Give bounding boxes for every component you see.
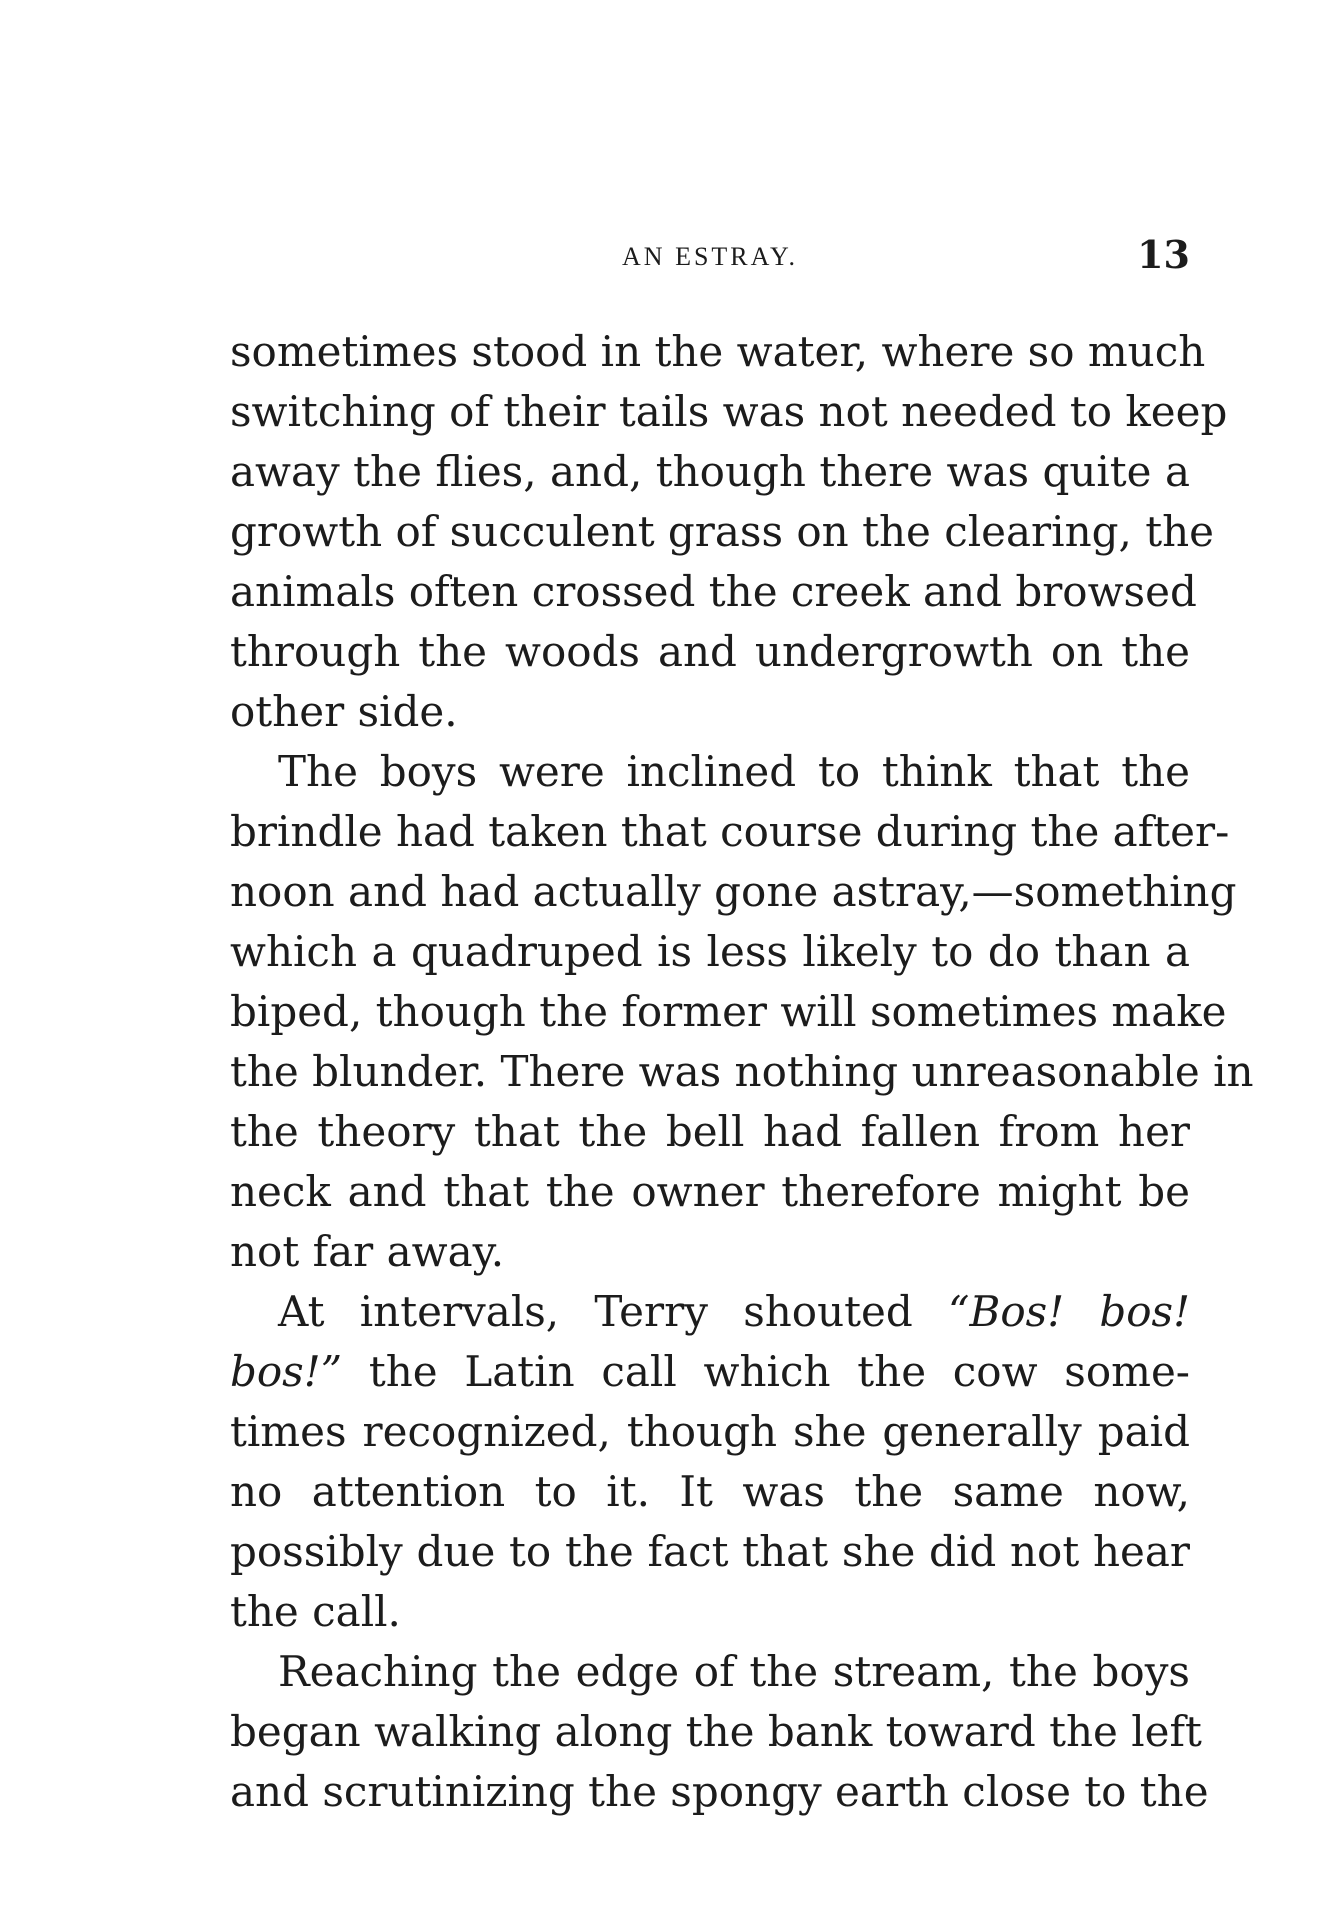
text-run: At intervals, Terry shouted — [278, 1287, 949, 1336]
paragraph — [230, 742, 1254, 1282]
text-line — [230, 1282, 1190, 1342]
paragraph — [230, 322, 1228, 742]
text-line: biped, though the former will sometimes make — [230, 987, 1227, 1036]
text-line: through the woods and undergrowth on the — [230, 627, 1190, 676]
text-line: Reaching the edge of the stream, the boys — [278, 1647, 1190, 1696]
text-line: brindle had taken that course during the after- — [230, 807, 1230, 856]
text-line: neck and that the owner therefore might be — [230, 1167, 1190, 1216]
text-line: and scrutinizing the spongy earth close to the — [230, 1767, 1209, 1816]
italic-call: “Bos! bos! — [948, 1287, 1190, 1336]
text-line: the theory that the bell had fallen from her — [230, 1107, 1190, 1156]
running-head — [230, 232, 1190, 282]
body-text — [230, 322, 1254, 1822]
text-line: the blunder. There was nothing unreasonable in — [230, 1047, 1254, 1096]
text-line: no attention to it. It was the same now, — [230, 1467, 1190, 1516]
text-line: possibly due to the fact that she did not hear — [230, 1527, 1190, 1576]
text-line: began walking along the bank toward the left — [230, 1707, 1202, 1756]
italic-call: bos!” — [230, 1347, 343, 1396]
text-line: animals often crossed the creek and browsed — [230, 567, 1197, 616]
text-line: The boys were inclined to think that the — [278, 747, 1190, 796]
text-line: not far away. — [230, 1227, 505, 1276]
text-line: the call. — [230, 1587, 401, 1636]
paragraph — [230, 1282, 1190, 1642]
text-line: switching of their tails was not needed to keep — [230, 387, 1228, 436]
page-number: 13 — [1137, 232, 1190, 277]
running-title: AN ESTRAY. — [622, 242, 798, 271]
text-line: noon and had actually gone astray,—something — [230, 867, 1237, 916]
text-line: growth of succulent grass on the clearing, the — [230, 507, 1214, 556]
paragraph — [230, 1642, 1209, 1822]
text-line: times recognized, though she generally paid — [230, 1407, 1190, 1456]
text-line: away the flies, and, though there was quite a — [230, 447, 1190, 496]
text-line: which a quadruped is less likely to do than a — [230, 927, 1190, 976]
text-run: the Latin call which the cow some- — [342, 1347, 1190, 1396]
text-line: sometimes stood in the water, where so much — [230, 327, 1206, 376]
text-line — [230, 1342, 1190, 1402]
text-line: other side. — [230, 687, 458, 736]
